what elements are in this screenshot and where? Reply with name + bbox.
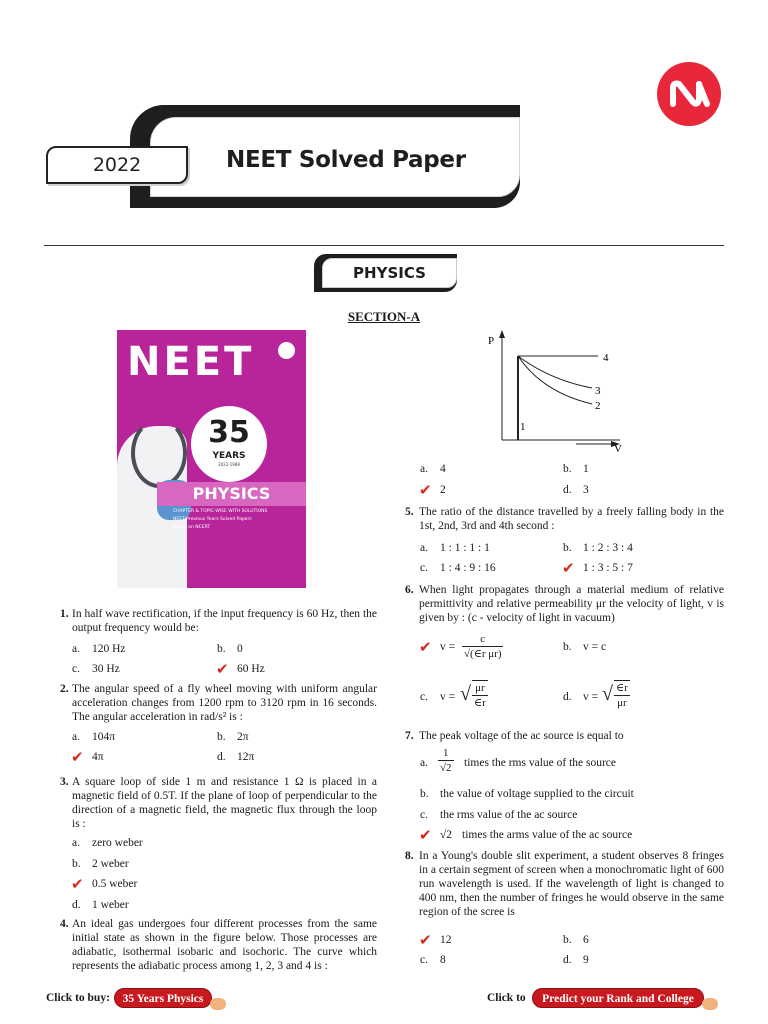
- option-label: d.: [563, 484, 572, 496]
- curve-label: 2: [595, 400, 601, 412]
- fraction: [462, 632, 503, 661]
- correct-check-icon: ✔: [216, 660, 229, 678]
- option-text: v =: [583, 691, 599, 703]
- cover-logo-icon: [278, 342, 295, 359]
- option-text: 12π: [237, 751, 255, 763]
- option-label: b.: [563, 463, 572, 475]
- buy-label: Click to buy:: [46, 992, 110, 1004]
- fraction-numerator: ∈r: [616, 682, 628, 694]
- option-text: 12: [440, 934, 452, 946]
- question-number: 3.: [60, 776, 69, 788]
- sqrt-icon: √: [602, 683, 613, 705]
- option-label: b.: [72, 858, 81, 870]
- option-label: a.: [420, 757, 428, 769]
- option-text: the rms value of the ac source: [440, 809, 578, 821]
- option-label: a.: [420, 542, 428, 554]
- option-text: v = c: [583, 641, 607, 653]
- question-number: 5.: [405, 506, 414, 518]
- option-label: a.: [420, 463, 428, 475]
- option-label: b.: [563, 641, 572, 653]
- question-text: In half wave rectification, if the input frequency is 60 Hz, then the output frequency would be:: [72, 608, 377, 634]
- option-label: d.: [72, 899, 81, 911]
- fraction-denominator: ∈r: [474, 697, 486, 709]
- correct-check-icon: ✔: [419, 931, 432, 949]
- option-text: zero weber: [92, 837, 143, 849]
- option-text: 8: [440, 954, 446, 966]
- buy-35-years-physics-button[interactable]: 35 Years Physics: [114, 988, 212, 1008]
- question-text: A square loop of side 1 m and resistance 1 Ω is placed in a magnetic field of 0.5T. If the plane of loop of perpendicular to the direction of a magnetic field, the magnetic flux through the loop is :: [72, 776, 377, 830]
- option-text: v =: [440, 691, 456, 703]
- pointing-hand-icon: [210, 998, 226, 1010]
- fraction: [472, 680, 488, 710]
- question-text: The peak voltage of the ac source is equal to: [419, 730, 624, 742]
- page-title: NEET Solved Paper: [226, 147, 466, 173]
- option-text: 2 weber: [92, 858, 129, 870]
- question-number: 1.: [60, 608, 69, 620]
- question-text: The ratio of the distance travelled by a freely falling body in the 1st, 2nd, 3rd and 4th second :: [419, 506, 724, 532]
- correct-check-icon: ✔: [71, 875, 84, 893]
- option-text: 30 Hz: [92, 663, 120, 675]
- graph-y-label: P: [488, 335, 495, 347]
- fraction-numerator: 1: [438, 746, 454, 761]
- subject-label: PHYSICS: [353, 264, 426, 282]
- option-label: b.: [217, 643, 226, 655]
- question-text: In a Young's double slit experiment, a student observes 8 fringes in a certain segment of screen when a monochromatic light of 600 run wavelength is used. If the wavelength of light is changed to 400 nm, then the number of fringes he would observe in the same region of the scree is: [419, 850, 724, 918]
- question-text: An ideal gas undergoes four different processes from the same initial state as shown in the figure below. Those processes are adiabatic, isothermal isobaric and isochoric. The curve which represents the adiabatic process among 1, 2, 3 and 4 is :: [72, 918, 377, 972]
- option-text: 1 weber: [92, 899, 129, 911]
- predict-rank-college-button[interactable]: Predict your Rank and College: [532, 988, 704, 1008]
- question-text: The angular speed of a fly wheel moving with uniform angular acceleration changes from 1200 rpm to 3120 rpm in 16 seconds. The angular acceleration in rad/s² is :: [72, 683, 377, 723]
- correct-check-icon: ✔: [71, 748, 84, 766]
- pv-graph: [480, 328, 640, 456]
- option-text: v =: [440, 641, 456, 653]
- option-label: a.: [72, 643, 80, 655]
- fraction-denominator: √2: [440, 762, 452, 774]
- year-label: 2022: [92, 154, 142, 176]
- option-text: 1 : 3 : 5 : 7: [583, 562, 633, 574]
- option-text: 1: [583, 463, 589, 475]
- option-text: 1 : 1 : 1 : 1: [440, 542, 490, 554]
- option-text: 120 Hz: [92, 643, 126, 655]
- option-text: 1 : 2 : 3 : 4: [583, 542, 633, 554]
- fraction: [438, 746, 454, 775]
- option-label: c.: [420, 562, 428, 574]
- predict-label: Click to: [487, 992, 526, 1004]
- cover-line-3: Based on NCERT: [173, 525, 211, 530]
- option-label: d.: [563, 954, 572, 966]
- brand-logo-icon: [657, 62, 721, 126]
- correct-check-icon: ✔: [419, 826, 432, 844]
- option-label: c.: [420, 691, 428, 703]
- option-label: a.: [72, 837, 80, 849]
- question-number: 2.: [60, 683, 69, 695]
- section-heading: SECTION-A: [347, 309, 421, 324]
- option-text: 4π: [92, 751, 104, 763]
- option-text: 9: [583, 954, 589, 966]
- option-label: b.: [563, 542, 572, 554]
- cover-subject: PHYSICS: [192, 484, 271, 503]
- graph-x-label: V: [614, 443, 622, 455]
- stethoscope-icon: [131, 418, 187, 488]
- brand-logo: [657, 62, 721, 126]
- fraction: [614, 680, 630, 710]
- cover-line-1: CHAPTER & TOPIC-WISE WITH SOLUTIONS: [173, 509, 268, 514]
- curve-label: 1: [520, 421, 526, 433]
- curve-label: 3: [595, 385, 601, 397]
- sqrt-icon: √: [460, 683, 471, 705]
- option-text: times the rms value of the source: [464, 757, 617, 769]
- fraction-numerator: c: [462, 632, 503, 647]
- cover-line-2: NEET Previous Years Solved Papers: [173, 517, 252, 522]
- pointing-hand-icon: [702, 998, 718, 1010]
- option-label: b.: [217, 731, 226, 743]
- option-text: times the arms value of the ac source: [462, 829, 633, 841]
- option-text: 1 : 4 : 9 : 16: [440, 562, 496, 574]
- option-label: c.: [420, 954, 428, 966]
- option-prefix: √2: [440, 829, 453, 841]
- option-text: 104π: [92, 731, 116, 743]
- question-number: 4.: [60, 918, 69, 930]
- book-cover-image[interactable]: [117, 330, 306, 588]
- cover-title: NEET: [127, 339, 255, 385]
- option-text: the value of voltage supplied to the circuit: [440, 788, 634, 800]
- question-number: 8.: [405, 850, 414, 862]
- question-number: 7.: [405, 730, 414, 742]
- option-text: 0: [237, 643, 243, 655]
- option-text: 3: [583, 484, 589, 496]
- fraction-denominator: √(∈r μr): [464, 648, 502, 660]
- fraction-denominator: μr: [617, 697, 627, 709]
- divider: [44, 245, 724, 246]
- fraction-numerator: μr: [472, 681, 488, 696]
- correct-check-icon: ✔: [419, 638, 432, 656]
- option-label: d.: [563, 691, 572, 703]
- option-label: b.: [420, 788, 429, 800]
- cover-years-range: 2022-1988: [218, 462, 240, 467]
- option-text: 2π: [237, 731, 249, 743]
- option-text: 2: [440, 484, 446, 496]
- cover-number: 35: [208, 415, 250, 450]
- option-text: 0.5 weber: [92, 878, 138, 890]
- option-text: 6: [583, 934, 589, 946]
- option-label: a.: [72, 731, 80, 743]
- option-text: 4: [440, 463, 446, 475]
- question-text: When light propagates through a material medium of relative permittivity and relative permeability μr the velocity of light, v is given by : (c - velocity of light in vacuum): [419, 584, 724, 624]
- correct-check-icon: ✔: [419, 481, 432, 499]
- curve-label: 4: [603, 352, 609, 364]
- option-label: c.: [72, 663, 80, 675]
- option-label: b.: [563, 934, 572, 946]
- cover-years-label: YEARS: [212, 451, 246, 461]
- correct-check-icon: ✔: [562, 559, 575, 577]
- option-label: d.: [217, 751, 226, 763]
- option-text: 60 Hz: [237, 663, 265, 675]
- option-label: c.: [420, 809, 428, 821]
- question-number: 6.: [405, 584, 414, 596]
